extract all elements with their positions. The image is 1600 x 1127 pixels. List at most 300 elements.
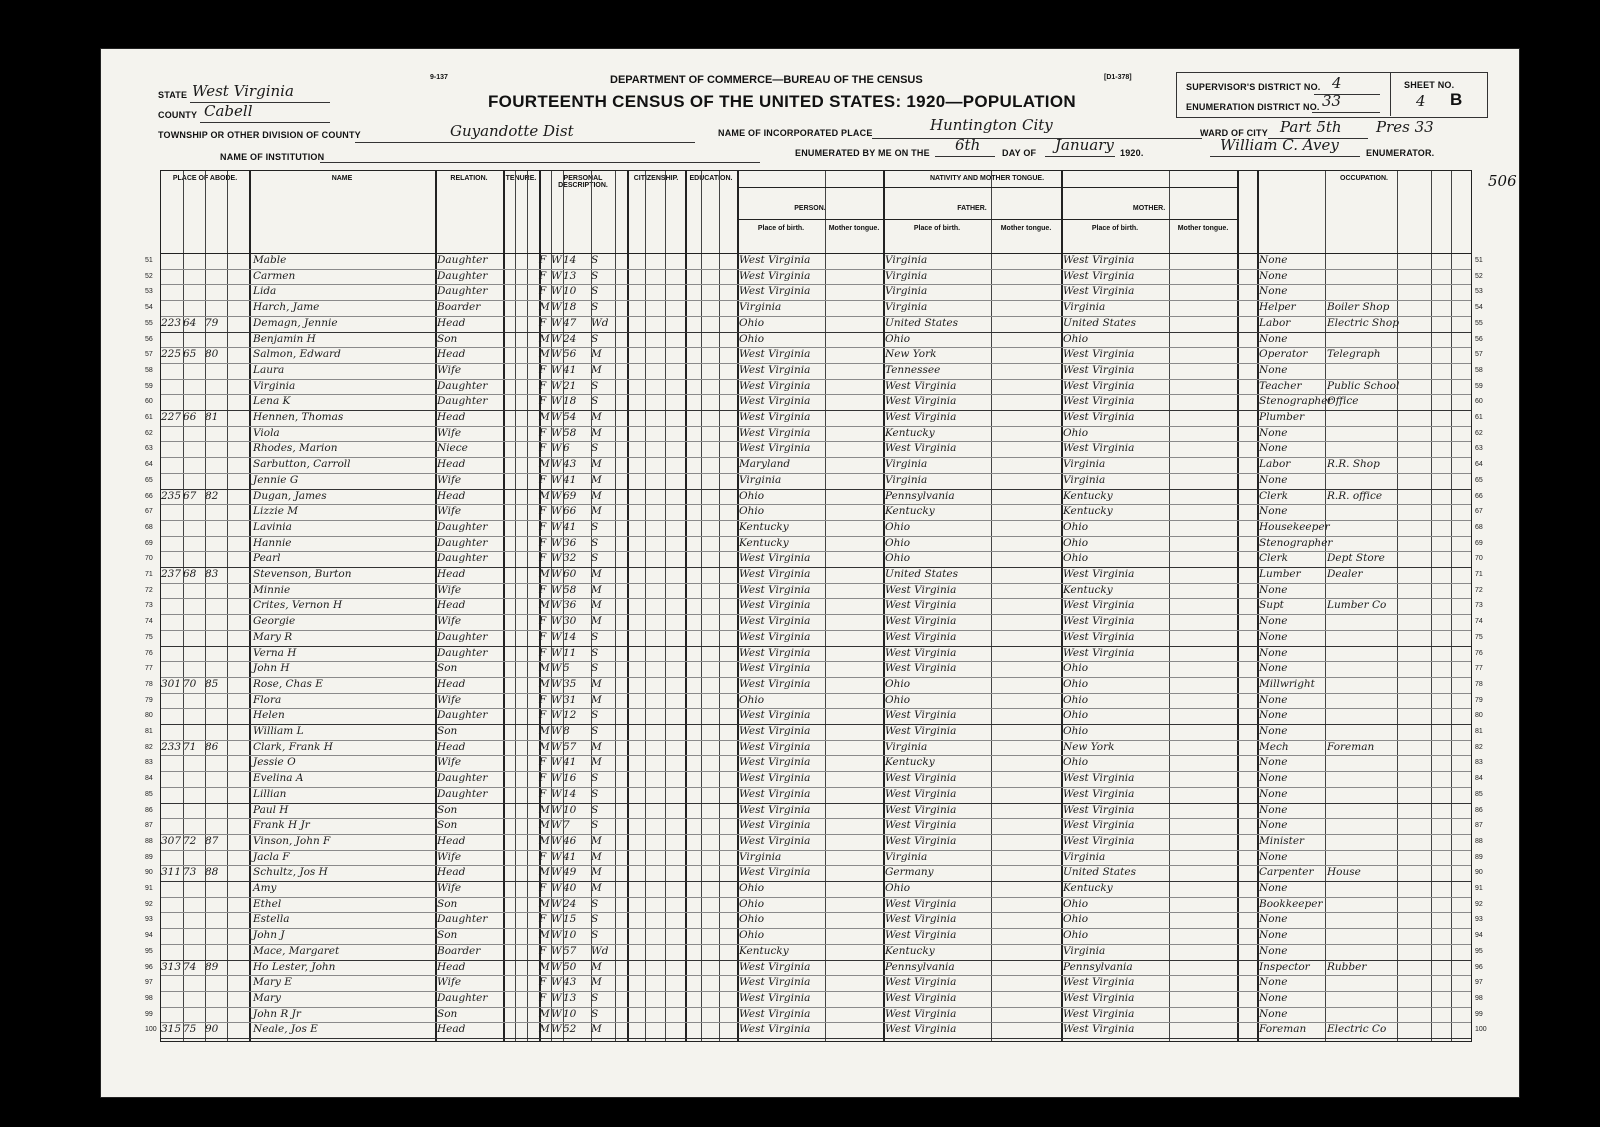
cell-mbirth: West Virginia xyxy=(1063,819,1135,832)
cell-ms: M xyxy=(591,693,602,706)
cell-sex: F xyxy=(539,882,547,894)
cell-rel: Daughter xyxy=(437,395,488,408)
cell-mbirth: Ohio xyxy=(1063,709,1089,722)
cell-race: W xyxy=(551,677,562,690)
cell-mbirth: West Virginia xyxy=(1063,615,1135,628)
cell-age: 31 xyxy=(563,693,577,706)
cell-birth: West Virginia xyxy=(739,709,811,722)
enum-district-label: ENUMERATION DISTRICT NO. xyxy=(1186,102,1320,112)
cell-age: 40 xyxy=(563,882,577,894)
sub-father: FATHER. xyxy=(957,205,987,212)
cell-race: W xyxy=(551,395,562,408)
incorporated-value: Huntington City xyxy=(930,116,1053,134)
cell-sex: F xyxy=(539,787,547,800)
cell-birth: West Virginia xyxy=(739,348,811,361)
cell-birth: West Virginia xyxy=(739,834,811,847)
row-number: 82 xyxy=(1475,743,1483,751)
cell-age: 16 xyxy=(563,772,577,785)
cell-rel: Boarder xyxy=(437,301,481,314)
cell-ind: Dept Store xyxy=(1327,552,1385,565)
cell-sex: M xyxy=(539,819,550,832)
cell-rel: Wife xyxy=(437,505,462,518)
cell-race: W xyxy=(551,709,562,722)
cell-mbirth: West Virginia xyxy=(1063,363,1135,376)
cell-fam: 67 xyxy=(183,489,197,502)
cell-name: Lillian xyxy=(253,787,287,800)
cell-race: W xyxy=(551,630,562,643)
cell-name: Demagn, Jennie xyxy=(253,316,338,329)
cell-race: W xyxy=(551,960,562,973)
cell-rel: Son xyxy=(437,897,458,910)
row-number: 91 xyxy=(1475,885,1483,892)
cell-race: W xyxy=(551,882,562,894)
cell-mbirth: West Virginia xyxy=(1063,442,1135,455)
cell-age: 56 xyxy=(563,348,577,361)
row-number: 76 xyxy=(1475,649,1483,657)
cell-name: Evelina A xyxy=(253,772,304,785)
row-number: 53 xyxy=(145,288,153,296)
cell-fbirth: Ohio xyxy=(885,520,911,533)
cell-name: Mary R xyxy=(253,630,293,643)
cell-birth: Ohio xyxy=(739,505,765,518)
row-number: 71 xyxy=(1475,571,1483,578)
row-number: 86 xyxy=(145,806,153,814)
cell-race: W xyxy=(551,536,562,549)
cell-ms: M xyxy=(591,505,602,518)
cell-birth: Kentucky xyxy=(739,520,789,533)
cell-fbirth: Pennsylvania xyxy=(885,960,955,973)
cell-ms: S xyxy=(591,897,599,910)
cell-dw: 223 xyxy=(161,316,182,329)
cell-sex: M xyxy=(539,803,550,816)
cell-vis: 88 xyxy=(205,866,219,879)
cell-age: 15 xyxy=(563,913,577,926)
cell-mbirth: Pennsylvania xyxy=(1063,960,1133,973)
cell-race: W xyxy=(551,929,562,942)
cell-fbirth: Virginia xyxy=(885,269,928,282)
cell-birth: Virginia xyxy=(739,473,782,486)
cell-ms: M xyxy=(591,756,602,769)
cell-age: 50 xyxy=(563,960,577,973)
cell-ms: M xyxy=(591,960,602,973)
row-number: 80 xyxy=(145,712,153,720)
county-value: Cabell xyxy=(204,102,253,120)
sub-person-birth: Place of birth. xyxy=(757,225,805,232)
cell-mbirth: Ohio xyxy=(1063,677,1089,690)
cell-fbirth: West Virginia xyxy=(885,630,957,643)
row-number: 100 xyxy=(1475,1026,1487,1034)
cell-rel: Daughter xyxy=(437,552,488,565)
cell-birth: Ohio xyxy=(739,929,765,942)
cell-sex: M xyxy=(539,866,550,879)
cell-occ: None xyxy=(1259,583,1288,596)
cell-rel: Daughter xyxy=(437,772,488,785)
cell-name: Frank H Jr xyxy=(253,819,310,832)
row-number: 81 xyxy=(145,728,153,735)
cell-occ: Carpenter xyxy=(1259,866,1314,879)
cell-mbirth: West Virginia xyxy=(1063,834,1135,847)
cell-ms: M xyxy=(591,976,602,989)
cell-fbirth: Kentucky xyxy=(885,426,935,439)
cell-race: W xyxy=(551,646,562,659)
cell-race: W xyxy=(551,1007,562,1020)
cell-rel: Son xyxy=(437,819,458,832)
cell-sex: F xyxy=(539,693,547,706)
cell-mbirth: West Virginia xyxy=(1063,976,1135,989)
cell-race: W xyxy=(551,787,562,800)
cell-birth: Kentucky xyxy=(739,944,789,957)
cell-fbirth: Germany xyxy=(885,866,934,879)
cell-birth: West Virginia xyxy=(739,662,811,675)
cell-dw: 233 xyxy=(161,740,182,753)
cell-fbirth: West Virginia xyxy=(885,599,957,612)
cell-age: 5 xyxy=(563,662,570,675)
cell-sex: F xyxy=(539,630,547,643)
cell-fbirth: West Virginia xyxy=(885,379,957,392)
cell-rel: Head xyxy=(437,1023,466,1036)
cell-mbirth: West Virginia xyxy=(1063,787,1135,800)
cell-rel: Daughter xyxy=(437,630,488,643)
cell-occ: None xyxy=(1259,803,1288,816)
department-line: DEPARTMENT OF COMMERCE—BUREAU OF THE CENSUS xyxy=(610,74,923,86)
cell-ind: Office xyxy=(1327,395,1359,408)
cell-name: Schultz, Jos H xyxy=(253,866,328,879)
group-name: NAME xyxy=(331,175,353,182)
cell-fbirth: Ohio xyxy=(885,552,911,565)
cell-name: Amy xyxy=(253,882,277,894)
cell-age: 18 xyxy=(563,301,577,314)
cell-sex: F xyxy=(539,756,547,769)
cell-race: W xyxy=(551,473,562,486)
cell-rel: Daughter xyxy=(437,913,488,926)
cell-birth: West Virginia xyxy=(739,646,811,659)
cell-ms: M xyxy=(591,866,602,879)
cell-mbirth: Virginia xyxy=(1063,473,1106,486)
cell-ms: S xyxy=(591,301,599,314)
cell-mbirth: Ohio xyxy=(1063,725,1089,737)
cell-name: Verna H xyxy=(253,646,297,659)
cell-rel: Son xyxy=(437,803,458,816)
cell-birth: Kentucky xyxy=(739,536,789,549)
cell-name: Carmen xyxy=(253,269,296,282)
cell-ms: Wd xyxy=(591,316,609,329)
cell-race: W xyxy=(551,254,562,266)
cell-sex: F xyxy=(539,442,547,455)
group-place-of-abode: PLACE OF ABODE. xyxy=(172,175,238,182)
cell-mbirth: United States xyxy=(1063,866,1136,879)
cell-mbirth: Virginia xyxy=(1063,850,1106,863)
cell-fbirth: West Virginia xyxy=(885,819,957,832)
cell-mbirth: Ohio xyxy=(1063,897,1089,910)
cell-occ: Clerk xyxy=(1259,489,1288,502)
cell-mbirth: West Virginia xyxy=(1063,379,1135,392)
cell-occ: None xyxy=(1259,269,1288,282)
cell-sex: F xyxy=(539,944,547,957)
cell-ind: R.R. office xyxy=(1327,489,1383,502)
cell-occ: Housekeeper xyxy=(1259,520,1330,533)
cell-birth: West Virginia xyxy=(739,442,811,455)
cell-mbirth: West Virginia xyxy=(1063,630,1135,643)
row-number: 88 xyxy=(1475,837,1483,845)
cell-name: Salmon, Edward xyxy=(253,348,341,361)
row-number: 55 xyxy=(145,319,153,327)
cell-sex: F xyxy=(539,552,547,565)
cell-ms: S xyxy=(591,913,599,926)
cell-name: John H xyxy=(253,662,290,675)
cell-dw: 225 xyxy=(161,348,182,361)
cell-sex: F xyxy=(539,316,547,329)
cell-occ: None xyxy=(1259,662,1288,675)
group-personal: PERSONAL DESCRIPTION. xyxy=(558,175,608,189)
row-number: 62 xyxy=(145,429,153,437)
cell-occ: Labor xyxy=(1259,458,1291,471)
row-number: 81 xyxy=(1475,728,1483,735)
row-number: 77 xyxy=(145,665,153,673)
cell-mbirth: West Virginia xyxy=(1063,254,1135,266)
cell-fam: 70 xyxy=(183,677,197,690)
row-number: 73 xyxy=(1475,602,1483,610)
cell-rel: Wife xyxy=(437,426,462,439)
cell-ind: Dealer xyxy=(1327,568,1363,580)
cell-age: 58 xyxy=(563,426,577,439)
cell-race: W xyxy=(551,301,562,314)
cell-sex: M xyxy=(539,599,550,612)
cell-occ: None xyxy=(1259,473,1288,486)
cell-ind: Foreman xyxy=(1327,740,1375,753)
cell-age: 21 xyxy=(563,379,577,392)
cell-birth: Ohio xyxy=(739,897,765,910)
row-number: 59 xyxy=(145,382,153,390)
cell-rel: Daughter xyxy=(437,254,488,266)
row-number: 97 xyxy=(1475,979,1483,987)
cell-occ: None xyxy=(1259,285,1288,298)
cell-age: 13 xyxy=(563,269,577,282)
row-number: 66 xyxy=(1475,492,1483,500)
cell-race: W xyxy=(551,458,562,471)
cell-ms: M xyxy=(591,426,602,439)
cell-sex: M xyxy=(539,929,550,942)
row-number: 68 xyxy=(145,523,153,531)
cell-name: Rose, Chas E xyxy=(253,677,323,690)
cell-sex: M xyxy=(539,1023,550,1036)
county-label: COUNTY xyxy=(158,110,198,120)
cell-sex: F xyxy=(539,254,547,266)
cell-sex: F xyxy=(539,363,547,376)
cell-name: Lena K xyxy=(253,395,291,408)
cell-vis: 83 xyxy=(205,568,219,580)
row-number: 60 xyxy=(145,398,153,406)
cell-age: 46 xyxy=(563,834,577,847)
cell-dw: 307 xyxy=(161,834,182,847)
cell-fbirth: Ohio xyxy=(885,536,911,549)
row-number: 100 xyxy=(145,1026,157,1034)
cell-sex: F xyxy=(539,520,547,533)
cell-fbirth: West Virginia xyxy=(885,646,957,659)
cell-age: 36 xyxy=(563,536,577,549)
row-number: 74 xyxy=(145,618,153,626)
cell-rel: Head xyxy=(437,568,466,580)
cell-race: W xyxy=(551,1023,562,1036)
group-education: EDUCATION. xyxy=(689,175,733,182)
cell-age: 14 xyxy=(563,630,577,643)
cell-occ: Supt xyxy=(1259,599,1284,612)
cell-mbirth: Ohio xyxy=(1063,662,1089,675)
cell-race: W xyxy=(551,348,562,361)
cell-fbirth: Virginia xyxy=(885,301,928,314)
cell-ms: M xyxy=(591,583,602,596)
cell-fbirth: West Virginia xyxy=(885,1007,957,1020)
cell-rel: Wife xyxy=(437,976,462,989)
cell-vis: 89 xyxy=(205,960,219,973)
cell-name: Pearl xyxy=(253,552,281,565)
cell-birth: West Virginia xyxy=(739,426,811,439)
cell-mbirth: Virginia xyxy=(1063,301,1106,314)
cell-birth: West Virginia xyxy=(739,819,811,832)
cell-age: 41 xyxy=(563,363,577,376)
group-citizenship: CITIZENSHIP. xyxy=(633,175,679,182)
cell-occ: None xyxy=(1259,363,1288,376)
cell-fbirth: United States xyxy=(885,568,958,580)
cell-occ: Clerk xyxy=(1259,552,1288,565)
cell-mbirth: United States xyxy=(1063,316,1136,329)
cell-ms: M xyxy=(591,489,602,502)
row-number: 83 xyxy=(1475,759,1483,767)
cell-occ: None xyxy=(1259,709,1288,722)
cell-ind: Lumber Co xyxy=(1327,599,1387,612)
cell-sex: M xyxy=(539,740,550,753)
cell-birth: Ohio xyxy=(739,693,765,706)
cell-sex: M xyxy=(539,458,550,471)
cell-occ: Stenographer xyxy=(1259,395,1333,408)
cell-sex: F xyxy=(539,379,547,392)
cell-birth: West Virginia xyxy=(739,756,811,769)
row-number: 92 xyxy=(145,900,153,908)
row-number: 94 xyxy=(1475,932,1483,940)
sheet-value: 4 xyxy=(1416,92,1426,110)
row-number: 56 xyxy=(1475,335,1483,343)
cell-mbirth: West Virginia xyxy=(1063,803,1135,816)
cell-birth: West Virginia xyxy=(739,379,811,392)
cell-birth: Ohio xyxy=(739,882,765,894)
cell-age: 14 xyxy=(563,254,577,266)
cell-birth: West Virginia xyxy=(739,363,811,376)
cell-race: W xyxy=(551,756,562,769)
cell-sex: M xyxy=(539,568,550,580)
row-number: 93 xyxy=(1475,916,1483,924)
enum-district-value: 33 xyxy=(1322,92,1342,110)
cell-ind: R.R. Shop xyxy=(1327,458,1380,471)
cell-mbirth: Ohio xyxy=(1063,913,1089,926)
group-relation: RELATION. xyxy=(450,175,488,182)
cell-occ: None xyxy=(1259,646,1288,659)
cell-ms: S xyxy=(591,725,599,737)
cell-occ: None xyxy=(1259,426,1288,439)
cell-mbirth: West Virginia xyxy=(1063,411,1135,423)
row-number: 52 xyxy=(145,272,153,280)
cell-fbirth: West Virginia xyxy=(885,442,957,455)
cell-fbirth: Ohio xyxy=(885,693,911,706)
cell-ms: S xyxy=(591,991,599,1004)
cell-name: Harch, Jame xyxy=(253,301,320,314)
cell-occ: Stenographer xyxy=(1259,536,1333,549)
cell-ms: M xyxy=(591,1023,602,1036)
cell-age: 6 xyxy=(563,442,570,455)
supervisor-label: SUPERVISOR'S DISTRICT NO. xyxy=(1186,82,1321,92)
cell-fbirth: West Virginia xyxy=(885,583,957,596)
cell-occ: Millwright xyxy=(1259,677,1315,690)
cell-fbirth: West Virginia xyxy=(885,1023,957,1036)
enumerated-month: January xyxy=(1055,136,1114,154)
cell-birth: West Virginia xyxy=(739,552,811,565)
row-number: 70 xyxy=(145,555,153,563)
cell-rel: Son xyxy=(437,929,458,942)
cell-name: Jennie G xyxy=(253,473,299,486)
cell-ms: S xyxy=(591,662,599,675)
cell-ind: Rubber xyxy=(1327,960,1367,973)
cell-age: 11 xyxy=(563,646,577,659)
row-number: 63 xyxy=(1475,445,1483,453)
cell-ms: M xyxy=(591,615,602,628)
cell-fbirth: Virginia xyxy=(885,285,928,298)
cell-rel: Head xyxy=(437,834,466,847)
cell-birth: West Virginia xyxy=(739,599,811,612)
row-number: 69 xyxy=(145,539,153,547)
cell-name: Helen xyxy=(253,709,285,722)
cell-age: 47 xyxy=(563,316,577,329)
ward-value: Part 5th xyxy=(1280,118,1342,136)
cell-ms: S xyxy=(591,772,599,785)
cell-name: Stevenson, Burton xyxy=(253,568,352,580)
cell-race: W xyxy=(551,897,562,910)
cell-mbirth: West Virginia xyxy=(1063,269,1135,282)
cell-birth: West Virginia xyxy=(739,772,811,785)
cell-fbirth: New York xyxy=(885,348,937,361)
cell-ms: S xyxy=(591,254,599,266)
cell-fbirth: Ohio xyxy=(885,677,911,690)
row-number: 83 xyxy=(145,759,153,767)
row-number: 95 xyxy=(1475,947,1483,955)
cell-age: 57 xyxy=(563,740,577,753)
cell-rel: Son xyxy=(437,662,458,675)
row-number: 51 xyxy=(1475,257,1483,264)
cell-rel: Wife xyxy=(437,473,462,486)
cell-name: Mace, Margaret xyxy=(253,944,340,957)
cell-occ: Teacher xyxy=(1259,379,1302,392)
cell-ms: M xyxy=(591,740,602,753)
row-number: 72 xyxy=(1475,586,1483,594)
cell-birth: Maryland xyxy=(739,458,791,471)
day-of-label: DAY OF xyxy=(1002,148,1037,158)
cell-name: Rhodes, Marion xyxy=(253,442,338,455)
row-number: 67 xyxy=(145,508,153,516)
cell-name: Flora xyxy=(253,693,282,706)
cell-age: 57 xyxy=(563,944,577,957)
sub-father-birth: Place of birth. xyxy=(913,225,961,232)
cell-occ: None xyxy=(1259,991,1288,1004)
row-number: 52 xyxy=(1475,272,1483,280)
cell-vis: 81 xyxy=(205,411,219,423)
cell-occ: Labor xyxy=(1259,316,1291,329)
cell-occ: Minister xyxy=(1259,834,1305,847)
cell-rel: Wife xyxy=(437,756,462,769)
cell-occ: Bookkeeper xyxy=(1259,897,1323,910)
cell-fbirth: Virginia xyxy=(885,473,928,486)
cell-name: Georgie xyxy=(253,615,296,628)
cell-name: Jessie O xyxy=(253,756,296,769)
cell-name: Ho Lester, John xyxy=(253,960,336,973)
cell-race: W xyxy=(551,426,562,439)
cell-sex: F xyxy=(539,850,547,863)
